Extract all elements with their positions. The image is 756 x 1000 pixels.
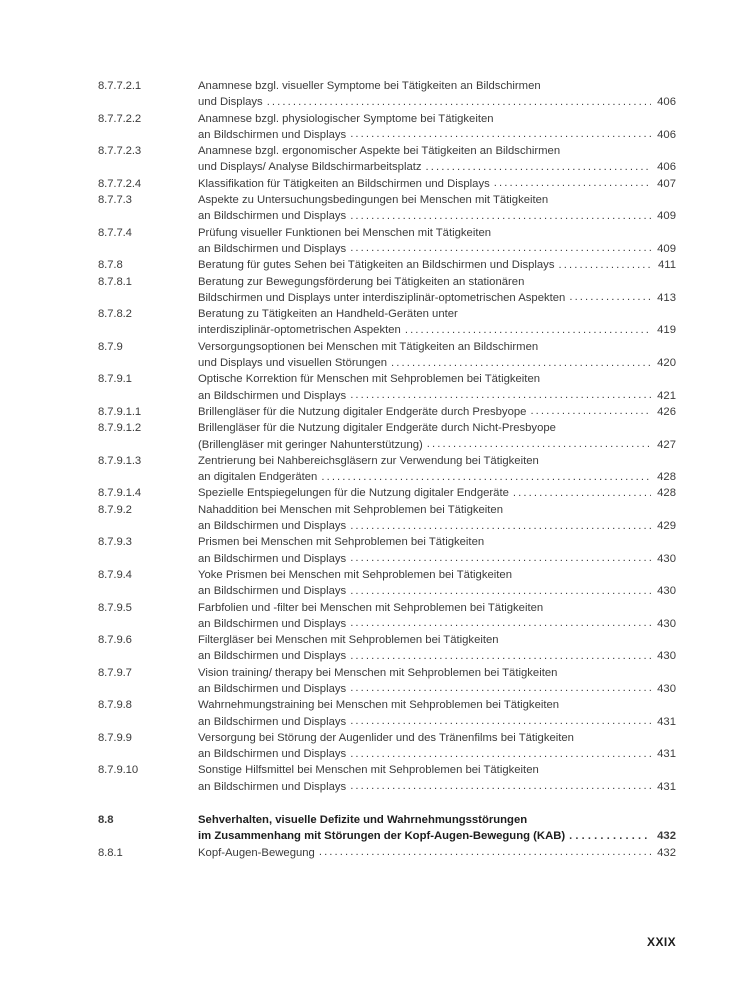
toc-entry-body bbox=[198, 697, 676, 730]
toc-entry-line bbox=[198, 290, 676, 306]
toc-entry-title: an Bildschirmen und Displays bbox=[198, 520, 347, 533]
toc-entry-title: an Bildschirmen und Displays bbox=[198, 389, 347, 402]
toc-entry-number: 8.7.9.1.1 bbox=[98, 405, 142, 418]
toc-entry[interactable] bbox=[98, 143, 676, 176]
toc-entry-line bbox=[198, 78, 676, 94]
dot-leader bbox=[350, 680, 651, 696]
toc-entry-line bbox=[198, 225, 676, 241]
toc-entry-title: und Displays und visuellen Störungen bbox=[198, 357, 388, 370]
toc-entry-title: an Bildschirmen und Displays bbox=[198, 650, 347, 663]
toc-entry-title: Klassifikation für Tätigkeiten an Bildschirmen und Displays bbox=[198, 177, 490, 190]
toc-entry-line bbox=[198, 681, 676, 697]
toc-entry-title: Brillengläser für die Nutzung digitaler Endgeräte durch Presbyope bbox=[198, 405, 527, 418]
toc-entry-title: Farbfolien und -filter bei Menschen mit Sehproblemen bei Tätigkeiten bbox=[198, 601, 544, 614]
toc-entry-number: 8.8.1 bbox=[98, 846, 123, 859]
toc-entry[interactable] bbox=[98, 600, 676, 633]
dot-leader bbox=[350, 126, 651, 142]
toc-entry-title: an Bildschirmen und Displays bbox=[198, 210, 347, 223]
toc-entry[interactable] bbox=[98, 665, 676, 698]
toc-entry-line bbox=[198, 339, 676, 355]
toc-entry-body bbox=[198, 730, 676, 763]
toc-entry-number: 8.8 bbox=[98, 814, 114, 827]
dot-leader bbox=[267, 94, 651, 110]
toc-entry[interactable] bbox=[98, 534, 676, 567]
toc-entry-page-number[interactable]: 421 bbox=[657, 389, 676, 402]
toc-entry-body bbox=[198, 225, 676, 258]
toc-entry-title: Beratung zu Tätigkeiten an Handheld-Geräten unter bbox=[198, 308, 458, 321]
toc-entry-line bbox=[198, 845, 676, 861]
toc-entry-page-number[interactable]: 420 bbox=[657, 357, 676, 370]
toc-entry-line bbox=[198, 632, 676, 648]
toc-entry-body bbox=[198, 257, 676, 273]
toc-entry-number: 8.7.9.7 bbox=[98, 666, 132, 679]
toc-entry-body bbox=[198, 339, 676, 372]
dot-leader bbox=[426, 159, 651, 175]
toc-entry-title: Anamnese bzgl. visueller Symptome bei Tätigkeiten an Bildschirmen bbox=[198, 80, 541, 92]
toc-entry-body bbox=[198, 600, 676, 633]
dot-leader bbox=[350, 778, 651, 794]
toc-entry-page-number[interactable]: 431 bbox=[657, 715, 676, 728]
toc-entry-body bbox=[198, 632, 676, 665]
toc-entry-title: Sonstige Hilfsmittel bei Menschen mit Sehproblemen bei Tätigkeiten bbox=[198, 764, 539, 777]
dot-leader bbox=[350, 387, 651, 403]
toc-entry-title: Brillengläser für die Nutzung digitaler Endgeräte durch Nicht-Presbyope bbox=[198, 422, 556, 435]
toc-entry-number: 8.7.7.3 bbox=[98, 194, 132, 207]
toc-entry-number: 8.7.9.2 bbox=[98, 503, 132, 516]
toc-entry-number: 8.7.9.8 bbox=[98, 699, 132, 712]
toc-entry-page-number[interactable]: 429 bbox=[657, 520, 676, 533]
toc-entry[interactable] bbox=[98, 453, 676, 486]
toc-entry-page-number[interactable]: 427 bbox=[657, 438, 676, 451]
dot-leader bbox=[350, 518, 651, 534]
toc-entry-line bbox=[198, 420, 676, 436]
toc-entry-line bbox=[198, 485, 676, 501]
toc-entry-title: Sehverhalten, visuelle Defizite und Wahrnehmungsstörungen bbox=[198, 814, 528, 827]
dot-leader bbox=[350, 240, 651, 256]
toc-entry-page-number[interactable]: 406 bbox=[657, 161, 676, 174]
toc-entry-line bbox=[198, 779, 676, 795]
toc-entry-title: Optische Korrektion für Menschen mit Sehproblemen bei Tätigkeiten bbox=[198, 373, 541, 386]
dot-leader bbox=[494, 175, 651, 191]
toc-entry[interactable] bbox=[98, 78, 676, 111]
toc-entry[interactable] bbox=[98, 812, 676, 845]
toc-entry[interactable] bbox=[98, 485, 676, 501]
toc-entry-line bbox=[198, 127, 676, 143]
toc-entry-page-number[interactable]: 406 bbox=[657, 128, 676, 141]
toc-entry-title: Filtergläser bei Menschen mit Sehproblemen bei Tätigkeiten bbox=[198, 634, 499, 647]
toc-entry-line bbox=[198, 534, 676, 550]
toc-entry-line bbox=[198, 388, 676, 404]
toc-entry-number: 8.7.9.10 bbox=[98, 764, 139, 777]
toc-entry-title: Wahrnehmungstraining bei Menschen mit Sehproblemen bei Tätigkeiten bbox=[198, 699, 560, 712]
toc-entry-title: Beratung zur Bewegungsförderung bei Tätigkeiten an stationären bbox=[198, 275, 525, 288]
toc-entry-line bbox=[198, 828, 676, 844]
toc-entry-page-number[interactable]: 430 bbox=[657, 585, 676, 598]
toc-entry-line bbox=[198, 257, 676, 273]
toc-entry-line bbox=[198, 730, 676, 746]
toc-entry-title: Anamnese bzgl. physiologischer Symptome bei Tätigkeiten bbox=[198, 112, 494, 125]
toc-entry-line bbox=[198, 812, 676, 828]
dot-leader bbox=[350, 550, 651, 566]
toc-entry-line bbox=[198, 94, 676, 110]
toc-entry-page-number[interactable]: 430 bbox=[657, 617, 676, 630]
toc-entry[interactable] bbox=[98, 306, 676, 339]
toc-entry-page-number[interactable]: 432 bbox=[657, 846, 676, 859]
toc-entry[interactable] bbox=[98, 632, 676, 665]
toc-entry-number: 8.7.7.2.1 bbox=[98, 80, 142, 92]
toc-entry-body bbox=[198, 665, 676, 698]
toc-entry-line bbox=[198, 355, 676, 371]
toc-entry-line bbox=[198, 371, 676, 387]
dot-leader bbox=[569, 289, 651, 305]
toc-entry-body bbox=[198, 485, 676, 501]
toc-entry-page-number[interactable]: 419 bbox=[657, 324, 676, 337]
toc-entry-page-number[interactable]: 428 bbox=[657, 471, 676, 484]
toc-entry-title: und Displays bbox=[198, 96, 263, 109]
toc-entry-title: Versorgung bei Störung der Augenlider und des Tränenfilms bei Tätigkeiten bbox=[198, 731, 574, 744]
toc-entry-line bbox=[198, 306, 676, 322]
dot-leader bbox=[350, 746, 651, 762]
dot-leader bbox=[350, 713, 651, 729]
toc-entry[interactable] bbox=[98, 404, 676, 420]
toc-entry-title: Beratung für gutes Sehen bei Tätigkeiten an Bildschirmen und Displays bbox=[198, 259, 555, 272]
toc-entry-page-number[interactable]: 430 bbox=[657, 682, 676, 695]
toc-entry-title: Prismen bei Menschen mit Sehproblemen bei Tätigkeiten bbox=[198, 536, 485, 549]
toc-entry-line bbox=[198, 616, 676, 632]
toc-entry-title: an Bildschirmen und Displays bbox=[198, 552, 347, 565]
toc-entry-body bbox=[198, 502, 676, 535]
toc-entry-page-number[interactable]: 431 bbox=[657, 748, 676, 761]
toc-entry-title: Aspekte zu Untersuchungsbedingungen bei Menschen mit Tätigkeiten bbox=[198, 194, 549, 207]
dot-leader bbox=[427, 436, 651, 452]
toc-entry-page-number[interactable]: 406 bbox=[657, 96, 676, 109]
toc-entry-title: (Brillengläser mit geringer Nahunterstützung) bbox=[198, 438, 423, 451]
toc-entry-title: Bildschirmen und Displays unter interdisziplinär-optometrischen Aspekten bbox=[198, 291, 566, 304]
toc-entry-line bbox=[198, 192, 676, 208]
toc-entry-line bbox=[198, 176, 676, 192]
toc-entry-line bbox=[198, 746, 676, 762]
toc-entry-number: 8.7.9 bbox=[98, 340, 123, 353]
toc-entry-title: Kopf-Augen-Bewegung bbox=[198, 846, 315, 859]
toc-entry-page-number[interactable]: 432 bbox=[657, 830, 676, 843]
toc-entry-line bbox=[198, 404, 676, 420]
toc-entry-body bbox=[198, 762, 676, 795]
toc-entry-body bbox=[198, 192, 676, 225]
toc-entry-title: an digitalen Endgeräten bbox=[198, 471, 318, 484]
toc-entry[interactable] bbox=[98, 567, 676, 600]
toc-entry-title: Yoke Prismen bei Menschen mit Sehproblemen bei Tätigkeiten bbox=[198, 568, 512, 581]
toc-entry-number: 8.7.9.1.3 bbox=[98, 454, 142, 467]
toc-entry-line bbox=[198, 322, 676, 338]
toc-entry-title: im Zusammenhang mit Störungen der Kopf-Augen-Bewegung (KAB) bbox=[198, 830, 566, 843]
toc-entry-body bbox=[198, 306, 676, 339]
dot-leader bbox=[350, 648, 651, 664]
toc-entry-number: 8.7.9.9 bbox=[98, 731, 132, 744]
toc-entry-number: 8.7.7.2.3 bbox=[98, 145, 142, 158]
dot-leader bbox=[319, 844, 651, 860]
toc-entry-line bbox=[198, 469, 676, 485]
toc-entry-body bbox=[198, 567, 676, 600]
toc-entry[interactable] bbox=[98, 371, 676, 404]
toc-entry-number: 8.7.8.1 bbox=[98, 275, 132, 288]
toc-entry-line bbox=[198, 111, 676, 127]
toc-entry-number: 8.7.9.3 bbox=[98, 536, 132, 549]
toc-entry-list bbox=[98, 78, 676, 861]
toc-entry-body bbox=[198, 534, 676, 567]
toc-entry-line bbox=[198, 567, 676, 583]
toc-entry[interactable] bbox=[98, 762, 676, 795]
toc-entry-line bbox=[198, 762, 676, 778]
toc-entry-line bbox=[198, 697, 676, 713]
toc-entry-page-number[interactable]: 413 bbox=[657, 291, 676, 304]
toc-entry-line bbox=[198, 518, 676, 534]
toc-entry-line bbox=[198, 143, 676, 159]
toc-entry-title: an Bildschirmen und Displays bbox=[198, 242, 347, 255]
toc-entry[interactable] bbox=[98, 111, 676, 144]
toc-entry-number: 8.7.9.4 bbox=[98, 568, 132, 581]
dot-leader bbox=[513, 485, 651, 501]
toc-entry-line bbox=[198, 714, 676, 730]
toc-entry-title: Prüfung visueller Funktionen bei Menschen mit Tätigkeiten bbox=[198, 226, 492, 239]
toc-entry-body bbox=[198, 453, 676, 486]
toc-entry-page-number[interactable]: 411 bbox=[657, 259, 676, 272]
toc-entry-number: 8.7.9.1.2 bbox=[98, 422, 142, 435]
dot-leader bbox=[321, 469, 651, 485]
toc-entry-line bbox=[198, 551, 676, 567]
toc-entry-page-number[interactable]: 426 bbox=[657, 405, 676, 418]
dot-leader bbox=[530, 403, 651, 419]
toc-entry-title: und Displays/ Analyse Bildschirmarbeitsplatz bbox=[198, 161, 422, 174]
toc-entry-body bbox=[198, 111, 676, 144]
toc-entry-line bbox=[198, 600, 676, 616]
toc-entry-title: an Bildschirmen und Displays bbox=[198, 682, 347, 695]
toc-entry[interactable] bbox=[98, 274, 676, 307]
toc-entry-line bbox=[198, 453, 676, 469]
toc-entry-line bbox=[198, 159, 676, 175]
toc-entry-page-number[interactable]: 409 bbox=[657, 242, 676, 255]
toc-entry-title: an Bildschirmen und Displays bbox=[198, 617, 347, 630]
toc-entry-line bbox=[198, 665, 676, 681]
toc-entry[interactable] bbox=[98, 502, 676, 535]
toc-entry-title: Anamnese bzgl. ergonomischer Aspekte bei Tätigkeiten an Bildschirmen bbox=[198, 145, 561, 158]
toc-entry[interactable] bbox=[98, 257, 676, 273]
toc-entry-page-number[interactable]: 431 bbox=[657, 780, 676, 793]
toc-entry-line bbox=[198, 437, 676, 453]
toc-entry[interactable] bbox=[98, 420, 676, 453]
toc-entry-page-number[interactable]: 428 bbox=[657, 487, 676, 500]
toc-entry-title: an Bildschirmen und Displays bbox=[198, 585, 347, 598]
toc-entry-number: 8.7.7.2.4 bbox=[98, 177, 142, 190]
toc-entry-title: Nahaddition bei Menschen mit Sehproblemen bei Tätigkeiten bbox=[198, 503, 503, 516]
toc-entry-title: Zentrierung bei Nahbereichsgläsern zur Verwendung bei Tätigkeiten bbox=[198, 454, 539, 467]
toc-entry-body bbox=[198, 404, 676, 420]
toc-entry-line bbox=[198, 208, 676, 224]
toc-entry-line bbox=[198, 583, 676, 599]
toc-entry-number: 8.7.7.4 bbox=[98, 226, 132, 239]
toc-entry[interactable] bbox=[98, 192, 676, 225]
toc-entry-body bbox=[198, 420, 676, 453]
dot-leader bbox=[558, 257, 651, 273]
toc-entry-line bbox=[198, 241, 676, 257]
toc-entry-number: 8.7.9.5 bbox=[98, 601, 132, 614]
toc-entry-title: an Bildschirmen und Displays bbox=[198, 715, 347, 728]
dot-leader bbox=[350, 208, 651, 224]
toc-entry-body bbox=[198, 812, 676, 845]
page-folio: XXIX bbox=[647, 935, 676, 949]
toc-entry-page-number[interactable]: 430 bbox=[657, 552, 676, 565]
toc-entry-title: Spezielle Entspiegelungen für die Nutzung digitaler Endgeräte bbox=[198, 487, 509, 500]
toc-entry-number: 8.7.7.2.2 bbox=[98, 112, 142, 125]
dot-leader bbox=[391, 355, 651, 371]
toc-entry[interactable] bbox=[98, 225, 676, 258]
toc-entry-body bbox=[198, 176, 676, 192]
toc-entry-line bbox=[198, 502, 676, 518]
toc-entry-number: 8.7.9.1.4 bbox=[98, 487, 142, 500]
toc-entry-title: an Bildschirmen und Displays bbox=[198, 748, 347, 761]
toc-entry-page-number[interactable]: 409 bbox=[657, 210, 676, 223]
toc-entry-title: an Bildschirmen und Displays bbox=[198, 128, 347, 141]
dot-leader bbox=[405, 322, 651, 338]
toc-entry[interactable] bbox=[98, 730, 676, 763]
toc-entry-line bbox=[198, 648, 676, 664]
toc-entry-number: 8.7.9.1 bbox=[98, 373, 132, 386]
toc-entry[interactable] bbox=[98, 339, 676, 372]
toc-entry-body bbox=[198, 371, 676, 404]
toc-entry[interactable] bbox=[98, 697, 676, 730]
toc-entry-body bbox=[198, 78, 676, 111]
toc-entry-body bbox=[198, 274, 676, 307]
toc-entry-title: interdisziplinär-optometrischen Aspekten bbox=[198, 324, 401, 337]
dot-leader bbox=[350, 615, 651, 631]
toc-entry-page-number[interactable]: 430 bbox=[657, 650, 676, 663]
dot-leader bbox=[569, 828, 651, 844]
toc-entry-line bbox=[198, 274, 676, 290]
toc-entry[interactable] bbox=[98, 845, 676, 861]
toc-entry-title: Versorgungsoptionen bei Menschen mit Tätigkeiten an Bildschirmen bbox=[198, 340, 539, 353]
dot-leader bbox=[350, 583, 651, 599]
toc-entry-body bbox=[198, 845, 676, 861]
toc-entry[interactable] bbox=[98, 176, 676, 192]
toc-entry-body bbox=[198, 143, 676, 176]
toc-entry-title: Vision training/ therapy bei Menschen mit Sehproblemen bei Tätigkeiten bbox=[198, 666, 558, 679]
toc-entry-number: 8.7.8 bbox=[98, 259, 123, 272]
toc-entry-number: 8.7.9.6 bbox=[98, 634, 132, 647]
toc-entry-number: 8.7.8.2 bbox=[98, 308, 132, 321]
toc-entry-page-number[interactable]: 407 bbox=[657, 177, 676, 190]
toc-entry-title: an Bildschirmen und Displays bbox=[198, 780, 347, 793]
